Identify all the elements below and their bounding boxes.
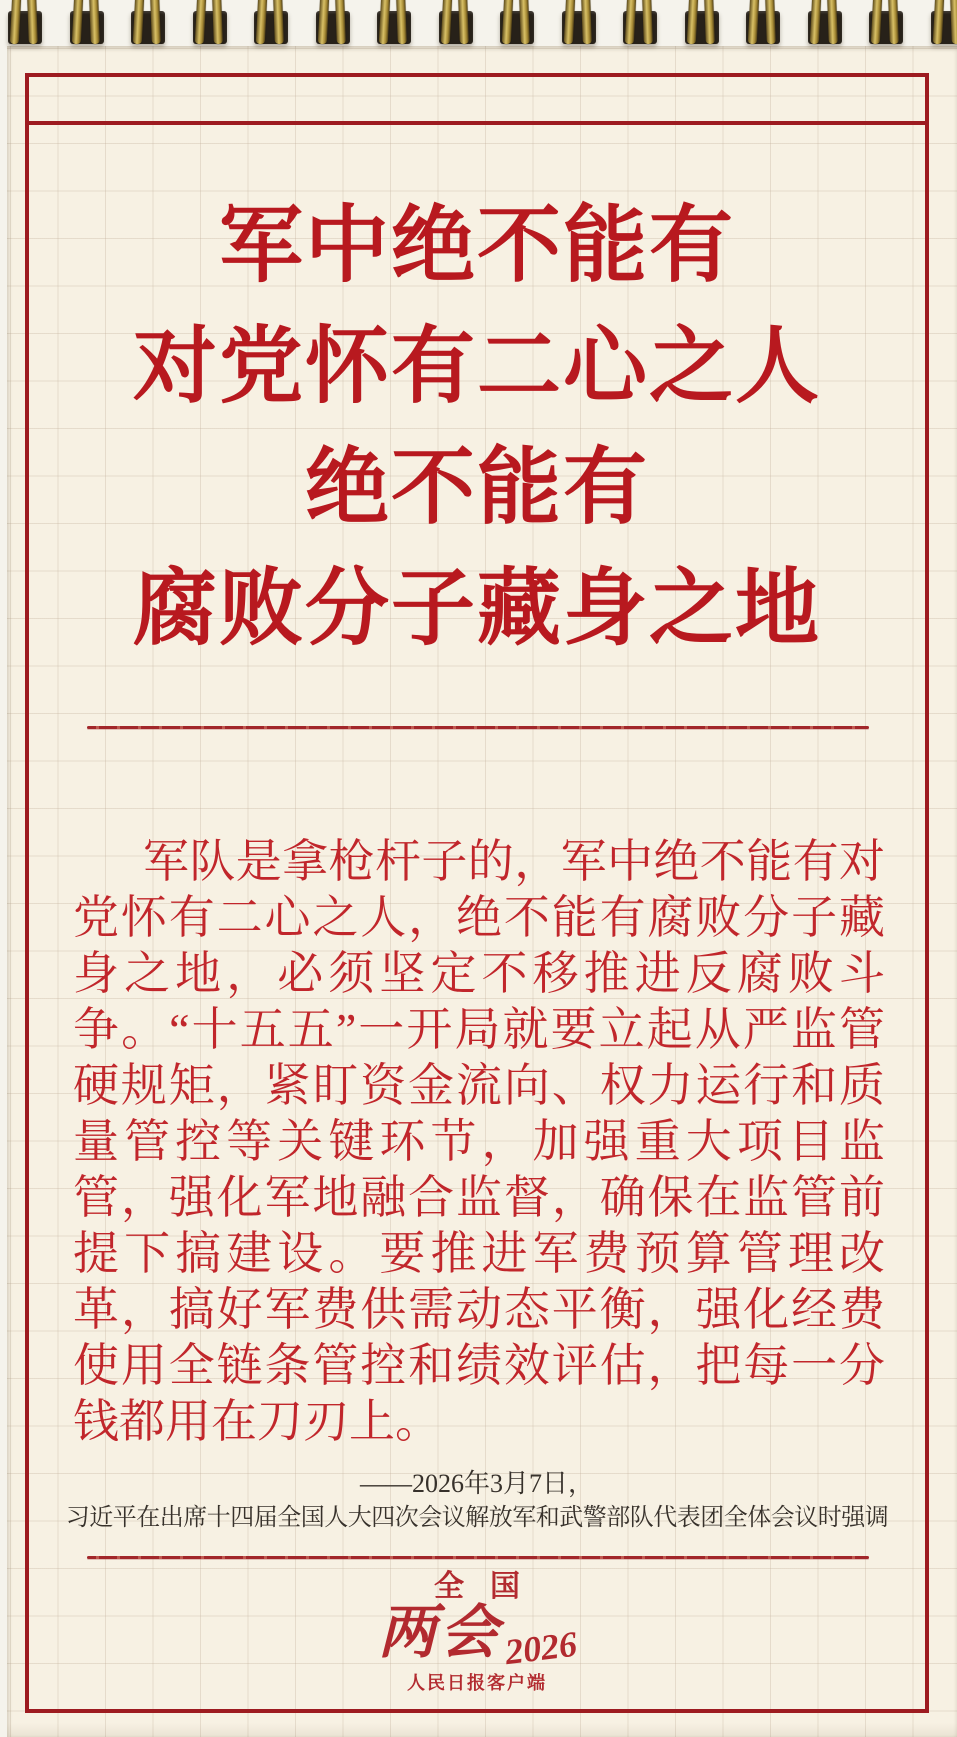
spiral-ring — [438, 0, 474, 50]
headline — [25, 186, 929, 670]
spiral-ring — [253, 0, 289, 50]
spiral-ring — [7, 0, 43, 50]
spiral-ring — [622, 0, 658, 50]
divider-bottom — [87, 1556, 869, 1559]
paper-bottom-edge — [7, 1723, 957, 1737]
ring-wire — [317, 0, 328, 44]
spiral-ring — [807, 0, 843, 50]
ring-wire — [686, 0, 697, 44]
ring-wire — [194, 0, 205, 44]
ring-wire — [440, 0, 451, 44]
ring-wire — [950, 0, 957, 44]
spiral-ring — [315, 0, 351, 50]
ring-wire — [519, 0, 530, 44]
ring-wire — [581, 0, 592, 44]
ring-wire — [212, 0, 223, 44]
ring-wire — [458, 0, 469, 44]
attribution-source: 习近平在出席十四届全国人大四次会议解放军和武警部队代表团全体会议时强调 — [65, 1505, 889, 1531]
logo-top-text: 全国 — [434, 1570, 546, 1603]
spiral-ring — [745, 0, 781, 50]
ring-wire — [71, 0, 82, 44]
headline-line-2: 对党怀有二心之人 — [132, 321, 821, 414]
ring-wire — [89, 0, 100, 44]
spiral-ring — [930, 0, 957, 50]
spiral-ring — [561, 0, 597, 50]
spiral-binding — [0, 0, 957, 52]
ring-wire — [27, 0, 38, 44]
ring-wire — [704, 0, 715, 44]
ring-wire — [150, 0, 161, 44]
lianghui-2026-logo — [25, 1572, 929, 1692]
ring-wire — [932, 0, 943, 44]
spiral-ring — [499, 0, 535, 50]
spiral-ring — [69, 0, 105, 50]
ring-wire — [396, 0, 407, 44]
headline-line-3: 绝不能有 — [304, 442, 649, 535]
logo-year: 2026 — [502, 1623, 580, 1673]
attribution-date: ——2026年3月7日， — [359, 1469, 594, 1498]
quote-body: 军队是拿枪杆子的，军中绝不能有对党怀有二心之人，绝不能有腐败分子藏身之地，必须坚定不移推进反腐败斗争。“十五五”一开局就要立起从严监管硬规矩，紧盯资金流向、权力运行和质量管控等关键环节，加强重大项目监管，强化军地融合监督，确保在监管前提下搞建设。要推进军费预算管理改革，搞好军费供需动态平衡，强化经费使用全链条管控和绩效评估，把每一分钱都用在刀刃上。 — [73, 836, 885, 1447]
ring-wire — [335, 0, 346, 44]
spiral-ring — [192, 0, 228, 50]
ring-wire — [809, 0, 820, 44]
divider-top — [87, 726, 869, 729]
ring-wire — [827, 0, 838, 44]
spiral-ring — [684, 0, 720, 50]
logo-main-text: 两会 — [377, 1600, 502, 1665]
logo-main-row — [25, 1600, 929, 1673]
headline-line-4: 腐败分子藏身之地 — [132, 563, 821, 656]
logo-client-text: 人民日报客户端 — [407, 1673, 547, 1693]
ring-wire — [765, 0, 776, 44]
frame-header-rule — [29, 121, 925, 125]
ring-wire — [642, 0, 653, 44]
ring-wire — [273, 0, 284, 44]
ring-wire — [563, 0, 574, 44]
spiral-ring — [868, 0, 904, 50]
ring-wire — [888, 0, 899, 44]
headline-line-1: 军中绝不能有 — [218, 200, 735, 293]
spiral-ring — [376, 0, 412, 50]
spiral-ring — [130, 0, 166, 50]
